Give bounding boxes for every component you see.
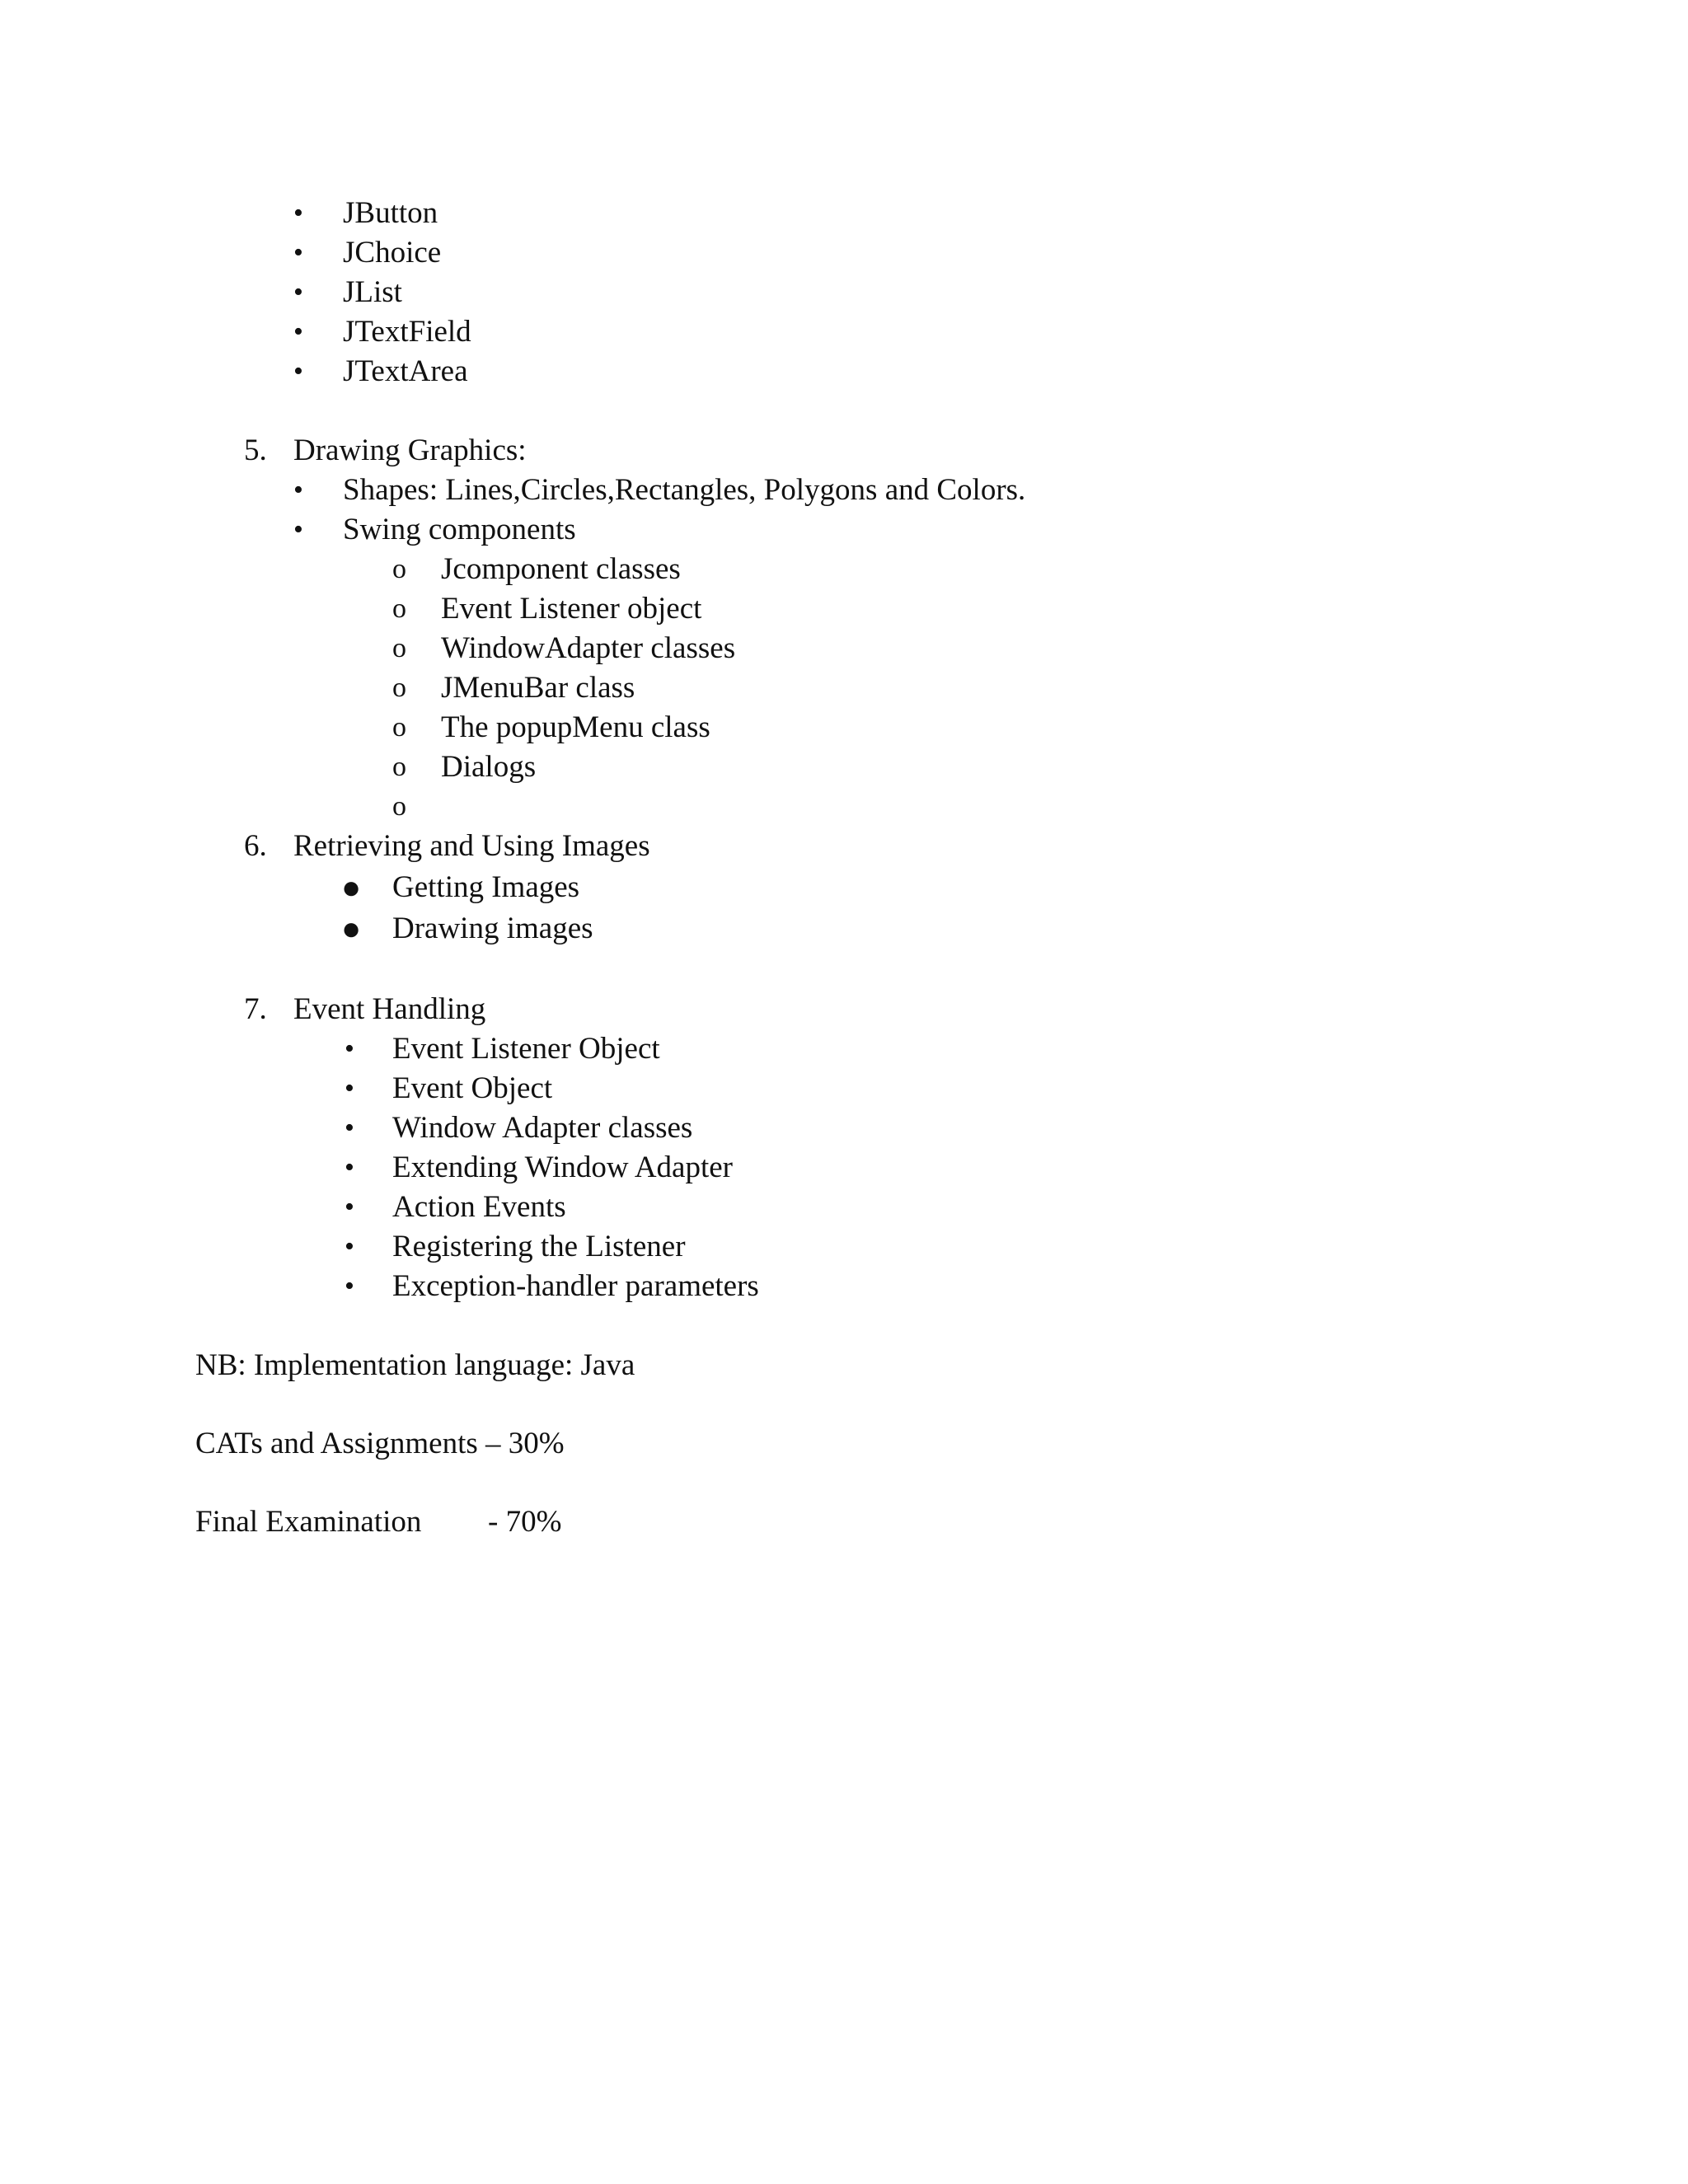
cats-text: CATs and Assignments – 30%: [195, 1427, 565, 1460]
circle-marker: o: [392, 673, 406, 703]
sub-list-item-text: Jcomponent classes: [441, 552, 681, 586]
bullet-marker: •: [293, 277, 303, 307]
note-text: NB: Implementation language: Java: [195, 1348, 635, 1382]
round-bullet-marker: ●: [341, 869, 362, 906]
bullet-marker: •: [345, 1033, 354, 1064]
sub-list-item-text: Event Listener object: [441, 592, 702, 626]
sub-list-item-text: The popupMenu class: [441, 710, 710, 744]
bullet-marker: •: [345, 1152, 354, 1183]
list-item-text: Registering the Listener: [392, 1230, 686, 1263]
section-title: Event Handling: [293, 992, 486, 1026]
circle-marker: o: [392, 633, 406, 663]
list-item-text: Swing components: [343, 513, 576, 546]
round-bullet-marker: ●: [341, 910, 362, 947]
sub-list-item-text: JMenuBar class: [441, 671, 635, 705]
list-item-text: JList: [343, 275, 402, 309]
sub-list-item-text: WindowAdapter classes: [441, 631, 736, 665]
bullet-marker: •: [293, 475, 303, 505]
list-item-text: Drawing images: [392, 912, 593, 945]
section-number: 5.: [244, 434, 267, 467]
list-item-text: Getting Images: [392, 870, 580, 904]
bullet-marker: •: [345, 1192, 354, 1222]
section-number: 7.: [244, 992, 267, 1026]
final-exam-label: Final Examination: [195, 1505, 422, 1539]
bullet-marker: •: [293, 356, 303, 387]
bullet-marker: •: [345, 1113, 354, 1143]
bullet-marker: •: [293, 316, 303, 347]
list-item-text: JTextField: [343, 315, 471, 349]
circle-marker: o: [392, 752, 406, 782]
section-title: Retrieving and Using Images: [293, 829, 650, 863]
sub-list-item-text: Dialogs: [441, 750, 537, 784]
bullet-marker: •: [345, 1271, 354, 1301]
list-item-text: Exception-handler parameters: [392, 1269, 759, 1303]
circle-marker: o: [392, 712, 406, 743]
bullet-marker: •: [345, 1073, 354, 1104]
list-item-text: JChoice: [343, 236, 442, 269]
circle-marker: o: [392, 593, 406, 624]
list-item-text: Event Listener Object: [392, 1032, 660, 1066]
bullet-marker: •: [293, 514, 303, 545]
final-exam-value: - 70%: [488, 1505, 562, 1539]
list-item-text: Event Object: [392, 1071, 553, 1105]
bullet-marker: •: [345, 1231, 354, 1262]
bullet-marker: •: [293, 198, 303, 228]
circle-marker: o: [392, 791, 406, 822]
section-number: 6.: [244, 829, 267, 863]
list-item-text: JButton: [343, 196, 438, 230]
list-item-text: Window Adapter classes: [392, 1111, 693, 1145]
list-item-text: Shapes: Lines,Circles,Rectangles, Polygons and Colors.: [343, 473, 1026, 507]
bullet-marker: •: [293, 237, 303, 268]
list-item-text: Action Events: [392, 1190, 566, 1224]
circle-marker: o: [392, 554, 406, 584]
list-item-text: Extending Window Adapter: [392, 1151, 733, 1184]
section-title: Drawing Graphics:: [293, 434, 527, 467]
list-item-text: JTextArea: [343, 354, 468, 388]
